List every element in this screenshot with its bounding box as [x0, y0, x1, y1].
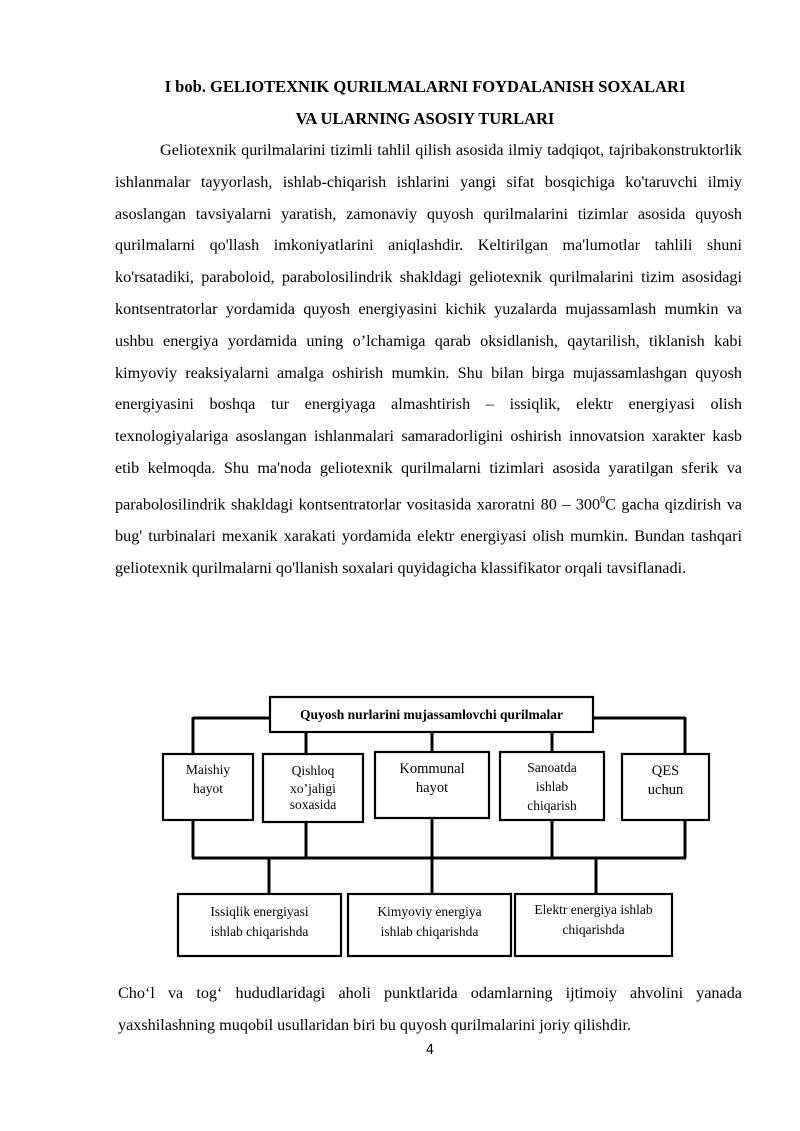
paragraph-text: Geliotexnik qurilmalarini tizimli tahlil qilish asosida ilmiy tadqiqot, tajribakonstruktorlik ishlanmalar tayyorlash, ishlab-chiqarish ishlarini yangi sifat bosqichiga ko'taruvchi ilmiy asoslangan tavsiyalarni yaratish, zamonaviy quyosh qurilmalarini tizimlar asosida quyosh qurilmalarni qo'llash imkoniyatlarini aniqlashdir. Keltirilgan ma'lumotlar tahlili shuni ko'rsatadiki, paraboloid, parabolosilindrik shakldagi geliotexnik qurilmalarini tizim asosidagi kontsentratorlar yordamida quyosh energiyasini kichik yuzalarda mujassamlash mumkin va ushbu energiya yordamida uning o’lchamiga qarab oksidlanish, qaytarilish, tiklanish kabi kimyoviy reaksiyalarni amalga oshirish mumkin. Shu bilan birga mujassamlashgan quyosh energiyasini boshqa tur energiyaga almashtirish – issiqlik, elektr energiyasi olish texnologiyalariga asoslangan ishlanmalari samaradorligini oshirish innovatsion xarakter kasb etib kelmoqda. Shu ma'noda geliotexnik qurilmalarni tizimlari asosida yaratilgan sferik va parabolosilindrik shakldagi kontsentratorlar vositasida xaroratni 80 – 300: [115, 141, 742, 514]
paragraph-2-text: Cho‘l va tog‘ hududlaridagi aholi punktlarida odamlarning ijtimoiy ahvolini yanada yaxshilashning muqobil usullaridan biri bu quyosh qurilmalarini joriy qilishdir.: [118, 984, 742, 1034]
body-paragraph-2: [118, 978, 742, 1042]
middle-box-3-line1: Kommunal: [399, 761, 465, 777]
middle-box-1-line2: hayot: [193, 781, 223, 796]
middle-box-3: [375, 760, 489, 798]
middle-box-4-line2: ishlab: [535, 779, 569, 794]
middle-box-2-line1: Qishloq: [291, 763, 335, 778]
bottom-box-3-line2: chiqarishda: [562, 922, 625, 937]
bottom-box-3: [515, 900, 672, 940]
chapter-title-line1: I bob. GELIOTEXNIK QURILMALARNI FOYDALANISH SOXALARI: [164, 77, 686, 96]
middle-box-5-line1: QES: [651, 763, 680, 779]
top-box-label: Quyosh nurlarini mujassamlovchi qurilmalar: [300, 707, 563, 722]
chapter-title-line2: VA ULARNING ASOSIY TURLARI: [295, 109, 555, 128]
middle-box-5: [622, 762, 709, 800]
degree-superscript: 0: [600, 494, 606, 506]
middle-box-3-line2: hayot: [415, 780, 449, 796]
bottom-box-2-line2: ishlab chiqarishda: [380, 924, 479, 939]
bottom-box-1: [178, 902, 341, 942]
paragraph-text-continued: C gacha qizdirish va bug' turbinalari mexanik xarakati yordamida elektr energiyasi olish mumkin. Bundan tashqari geliotexnik qurilmalarni qo'llanish soxalari quyidagicha klassifikator orqali tavsiflanadi.: [115, 495, 742, 577]
middle-box-4: [500, 758, 604, 815]
middle-box-1: [163, 760, 253, 798]
bottom-box-2-line1: Kimyoviy energiya: [377, 904, 482, 919]
middle-box-2-line3: soxasida: [289, 797, 337, 812]
page-number: 4: [425, 1043, 435, 1058]
middle-box-2: [263, 762, 363, 812]
middle-box-4-line3: chiqarish: [527, 798, 577, 813]
middle-box-4-line1: Sanoatda: [527, 760, 577, 775]
middle-box-1-line1: Maishiy: [185, 762, 231, 777]
bottom-box-2: [348, 902, 511, 942]
middle-box-5-line2: uchun: [647, 782, 684, 798]
bottom-box-3-line1: Elektr energiya ishlab: [534, 902, 653, 917]
bottom-box-1-line2: ishlab chiqarishda: [210, 924, 309, 939]
middle-box-2-line2: xo’jaligi: [290, 781, 336, 796]
bottom-box-1-line1: Issiqlik energiyasi: [210, 904, 309, 919]
